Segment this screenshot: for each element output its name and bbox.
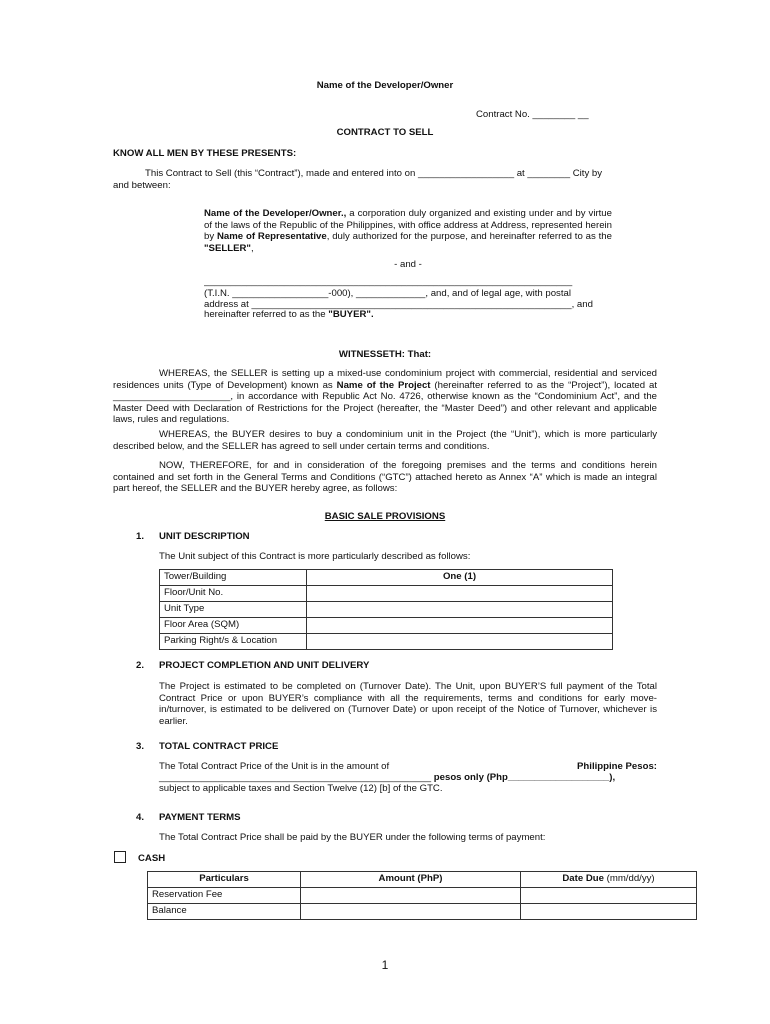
buyer-address-line: address at ____________________________________________________________, and <box>204 299 593 310</box>
pesos-only: pesos only (Php___________________), <box>431 772 616 783</box>
seller-name: Name of the Developer/Owner., <box>204 208 347 219</box>
table-cell-blank[interactable] <box>307 586 613 602</box>
table-cell: Reservation Fee <box>148 888 301 904</box>
section-3-text-a: The Total Contract Price of the Unit is in the amount of <box>159 761 390 772</box>
buyer-name-blank: _____________________________________________________________________ <box>204 276 573 287</box>
seller-paragraph <box>204 208 612 254</box>
contract-number: Contract No. ________ __ <box>476 109 589 120</box>
table-header-one: One (1) <box>307 570 613 586</box>
seller-label: "SELLER" <box>204 242 251 254</box>
witnesseth-heading: WITNESSETH: That: <box>338 349 432 360</box>
seller-text-3: , <box>250 242 254 254</box>
table-cell-blank[interactable] <box>307 618 613 634</box>
unit-description-table <box>159 569 613 650</box>
date-format-label: (mm/dd/yy) <box>603 873 655 884</box>
whereas-paragraph-1 <box>113 368 657 426</box>
table-cell: Balance <box>148 904 301 920</box>
date-due-label: Date Due <box>562 873 604 884</box>
table-row <box>148 904 697 920</box>
table-cell: Floor Area (SQM) <box>160 618 307 634</box>
buyer-referred-line <box>204 309 374 321</box>
representative-name: Name of Representative <box>217 231 327 242</box>
buyer-tin-line: (T.I.N. __________________-000), _____________, and, and of legal age, with postal <box>204 288 571 299</box>
table-row <box>160 618 613 634</box>
table-cell: Tower/Building <box>160 570 307 586</box>
column-header-amount: Amount (PhP) <box>301 872 521 888</box>
table-cell-blank[interactable] <box>301 888 521 904</box>
section-1-text: The Unit subject of this Contract is more particularly described as follows: <box>159 551 471 562</box>
section-3-title: TOTAL CONTRACT PRICE <box>159 741 279 752</box>
table-cell-blank[interactable] <box>307 602 613 618</box>
section-3-line-1 <box>159 761 657 773</box>
intro-line-2: and between: <box>113 180 171 191</box>
column-header-particulars: Particulars <box>148 872 301 888</box>
payment-table <box>147 871 697 920</box>
pesos-blank: ___________________________________________________ <box>159 772 432 783</box>
whereas-1-text-a: WHEREAS, the SELLER is setting up a mixed-use condominium project with commercial, residential and serviced residences units (Type of Development) known as <box>113 368 657 391</box>
seller-text-1: a corporation duly organized and existing under and by virtue of the laws of the Republic of the Philippines, with office address at Address, represented herein by <box>204 208 612 242</box>
section-3-line-2 <box>159 772 615 784</box>
table-cell-blank[interactable] <box>521 888 697 904</box>
table-cell: Parking Right/s & Location <box>160 634 307 650</box>
project-name: Name of the Project <box>336 379 431 391</box>
table-row <box>148 872 697 888</box>
cash-label: CASH <box>138 853 166 864</box>
section-3-number: 3. <box>136 741 145 752</box>
buyer-referred-text: hereinafter referred to as the <box>204 309 329 320</box>
section-2-number: 2. <box>136 660 145 671</box>
philippine-pesos: Philippine Pesos: <box>577 761 657 772</box>
table-row <box>160 586 613 602</box>
table-row <box>160 570 613 586</box>
basic-sale-heading: BASIC SALE PROVISIONS <box>324 511 446 522</box>
whereas-1-text-c: (hereinafter referred to as the “Project”), located at ______________________, in accordance with Republic Act No. 4726, otherwise known as the “Condominium Act”, and the Master Deed with Declaration of Restrictions for the Project (hereafter, the “Master Deed”) and other relevant and applicable laws, rules and regulations. <box>113 379 657 425</box>
table-cell: Floor/Unit No. <box>160 586 307 602</box>
buyer-label: "BUYER". <box>328 309 374 320</box>
and-separator: - and - <box>394 259 422 270</box>
cash-checkbox[interactable] <box>114 851 126 863</box>
developer-title: Name of the Developer/Owner <box>316 80 454 91</box>
table-cell-blank[interactable] <box>301 904 521 920</box>
section-4-text: The Total Contract Price shall be paid by the BUYER under the following terms of payment: <box>159 832 546 843</box>
table-cell-blank[interactable] <box>307 634 613 650</box>
section-4-title: PAYMENT TERMS <box>159 812 241 823</box>
section-4-number: 4. <box>136 812 145 823</box>
table-cell: Unit Type <box>160 602 307 618</box>
section-1-number: 1. <box>136 531 145 542</box>
know-all-heading: KNOW ALL MEN BY THESE PRESENTS: <box>113 148 297 159</box>
table-row <box>160 634 613 650</box>
section-3-line-3: subject to applicable taxes and Section Twelve (12) [b] of the GTC. <box>159 783 443 794</box>
table-row <box>160 602 613 618</box>
section-1-title: UNIT DESCRIPTION <box>159 531 250 542</box>
column-header-date-due <box>521 872 697 888</box>
section-2-text: The Project is estimated to be completed on (Turnover Date). The Unit, upon BUYER’S full payment of the Total Contract Price or upon BUYER’s compliance with all the requirements, terms and conditions for early move-in/turnover, is estimated to be delivered on (Turnover Date) or upon receipt of the Notice of Turnover, whichever is earlier. <box>159 681 657 727</box>
now-therefore-paragraph: NOW, THEREFORE, for and in consideration of the foregoing premises and the terms and conditions herein contained and set forth in the General Terms and Conditions (“GTC”) attached hereto as Annex “A” which is made an integral part hereof, the SELLER and the BUYER hereby agree, as follows: <box>113 460 657 494</box>
section-2-title: PROJECT COMPLETION AND UNIT DELIVERY <box>159 660 370 671</box>
whereas-paragraph-2: WHEREAS, the BUYER desires to buy a condominium unit in the Project (the “Unit”), which is more particularly described below, and the SELLER has agreed to sell under certain terms and conditions. <box>113 429 657 452</box>
page-number: 1 <box>381 958 389 972</box>
seller-text-2: , duly authorized for the purpose, and hereinafter referred to as the <box>326 231 612 242</box>
document-title: CONTRACT TO SELL <box>336 127 434 138</box>
table-cell-blank[interactable] <box>521 904 697 920</box>
intro-line-1: This Contract to Sell (this “Contract”), made and entered into on __________________ at ________ City by <box>145 168 603 179</box>
table-row <box>148 888 697 904</box>
